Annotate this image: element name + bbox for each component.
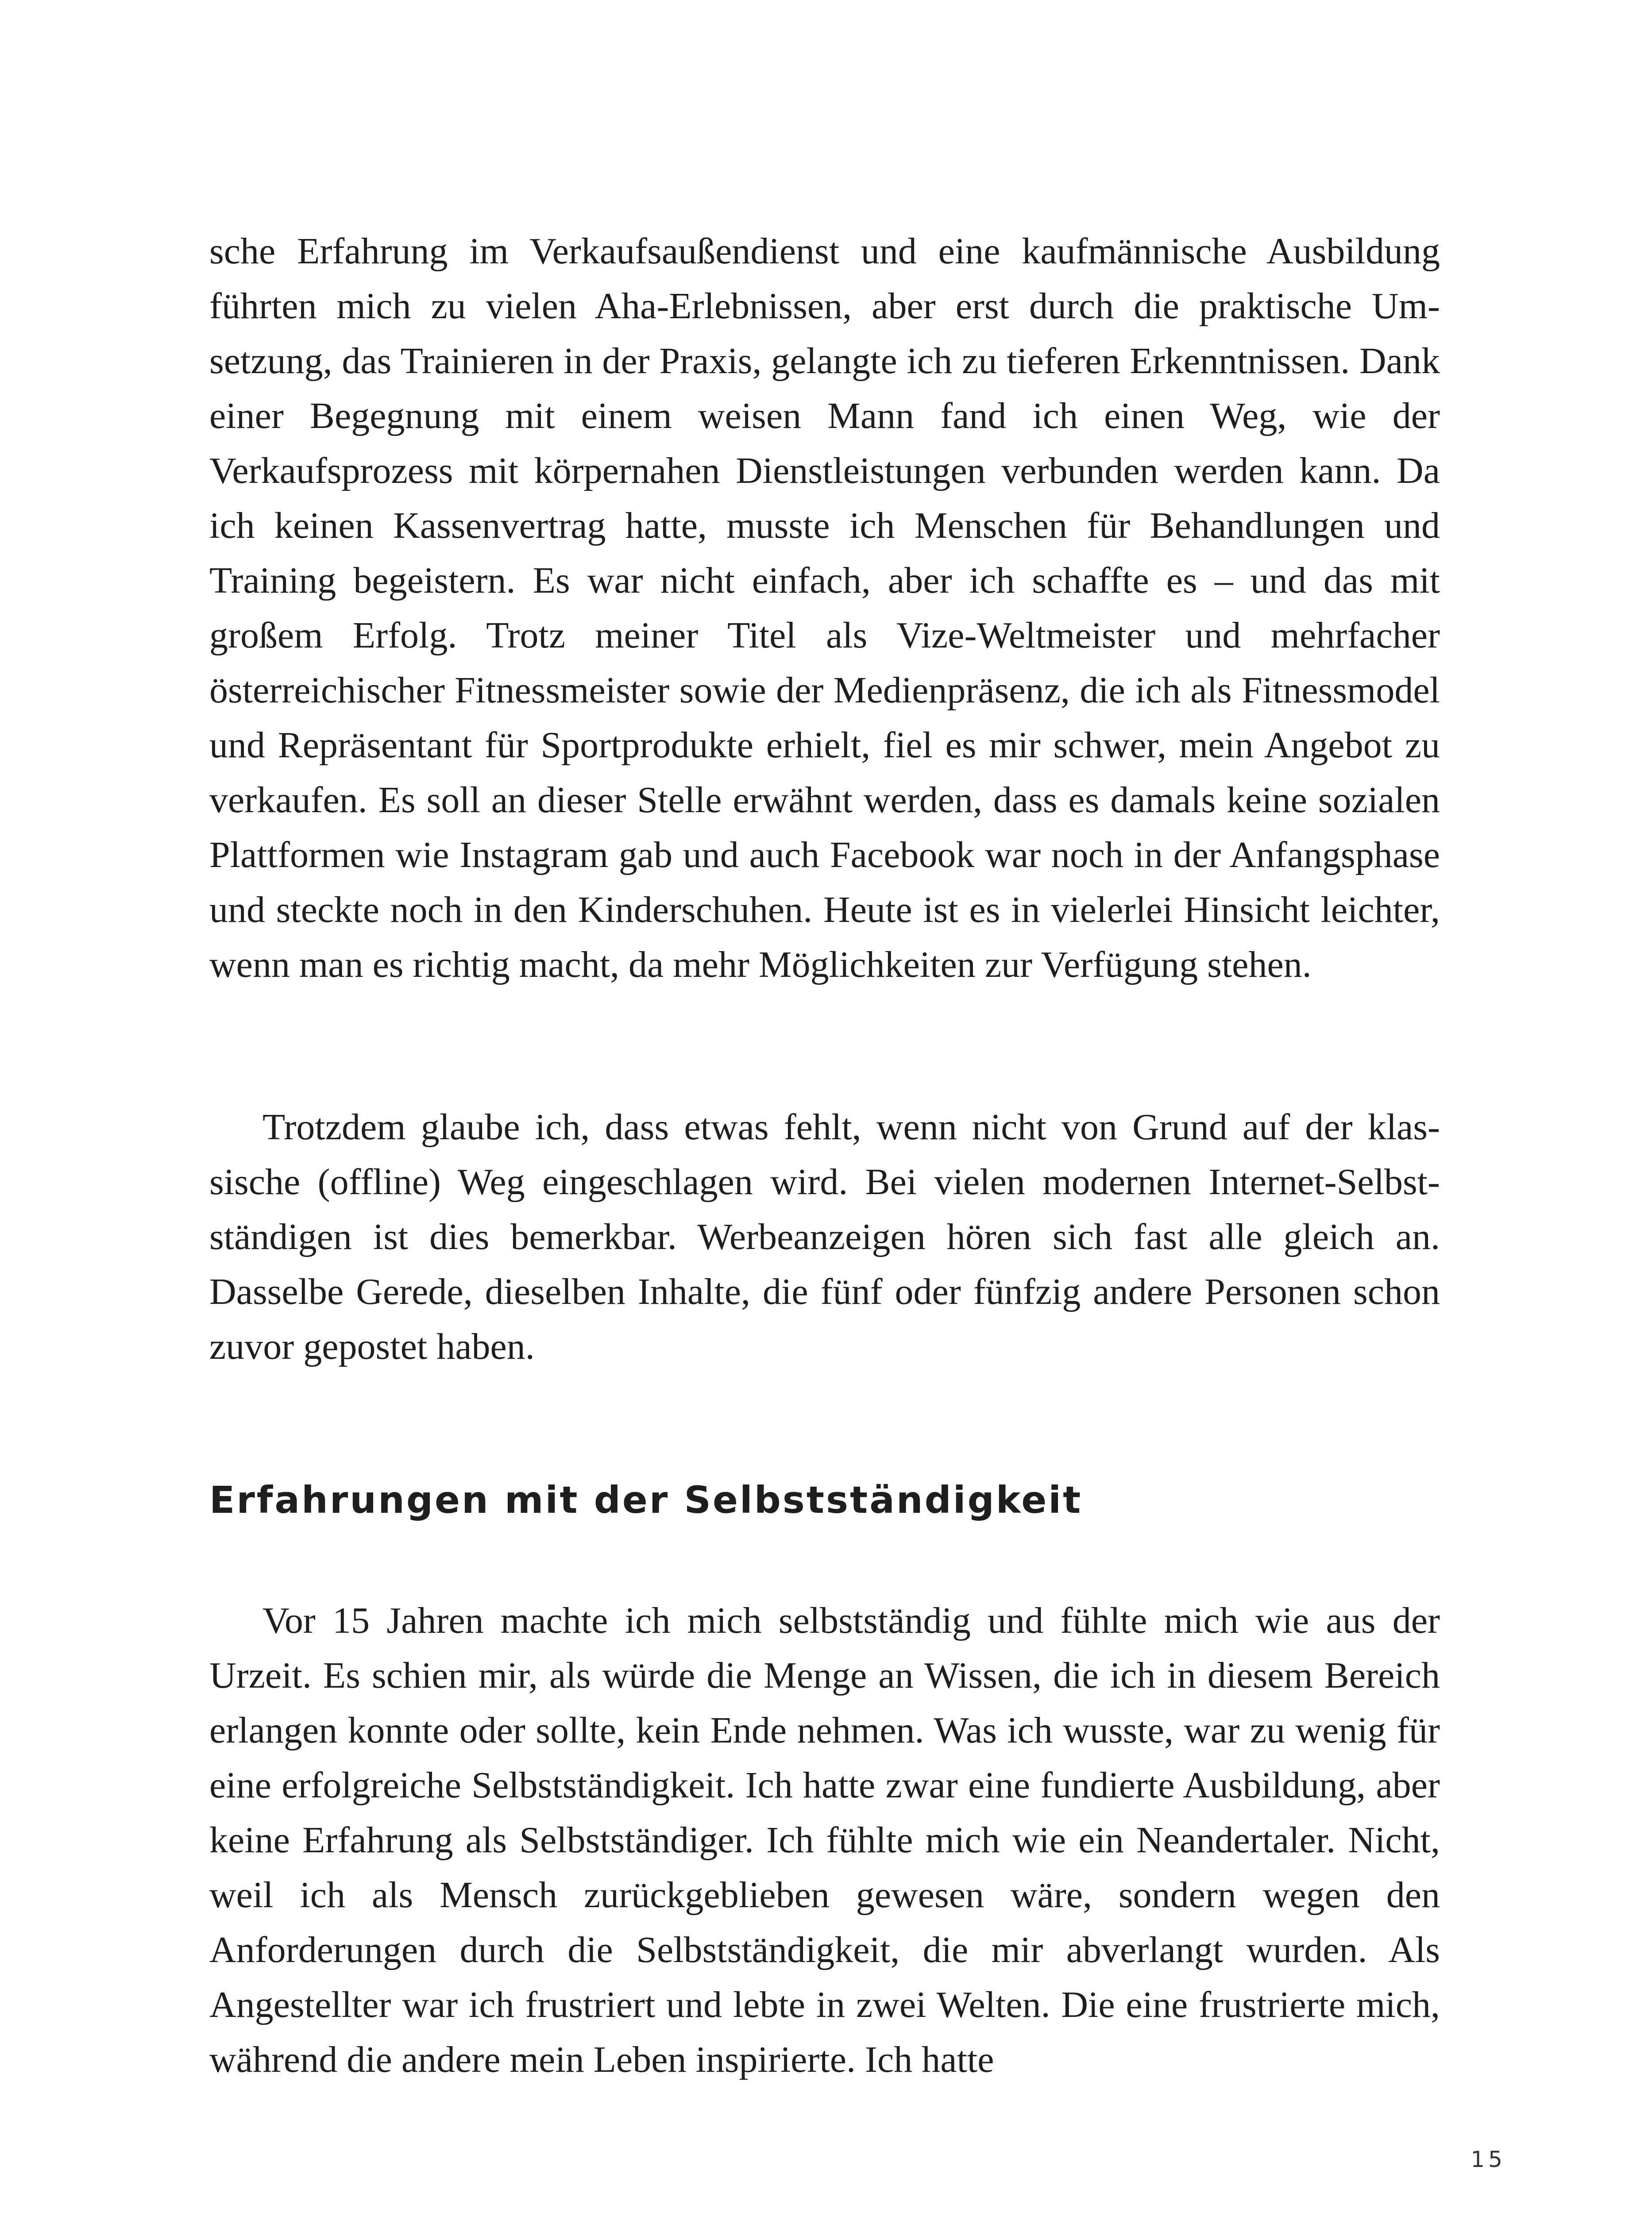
body-paragraph-2: Trotzdem glaube ich, dass etwas fehlt, wenn nicht von Grund auf der klassische (offline) Weg eingeschlagen wird. Bei vielen modernen Internet-Selbstständigen ist dies bemerkbar. Werbeanzeigen hören sich fast alle gleich an. Dasselbe Gerede, dieselben Inhalte, die fünf oder fünfzig andere Personen schon zuvor gepostet haben. [209, 1106, 1440, 1367]
body-paragraph-3: Vor 15 Jahren machte ich mich selbstständig und fühlte mich wie aus der Urzeit. Es schien mir, als würde die Menge an Wissen, die ich in diesem Bereich erlangen konnte oder sollte, kein Ende nehmen. Was ich wusste, war zu wenig für eine erfolgreiche Selbstständigkeit. Ich hatte zwar eine fundierte Ausbildung, aber keine Erfahrung als Selbstständiger. Ich fühlte mich wie ein Neandertaler. Nicht, weil ich als Mensch zurückgeblieben gewesen wäre, sondern wegen den Anforderungen durch die Selbstständigkeit, die mir abverlangt wurden. Als Angestellter war ich frustriert und lebte in zwei Welten. Die eine frustrierte mich, während die andere mein Leben inspirierte. Ich hatte [209, 1600, 1440, 2080]
body-paragraph-1: sche Erfahrung im Verkaufsaußendienst und eine kaufmännische Ausbildung führten mich zu vielen Aha-Erlebnissen, aber erst durch die praktische Umsetzung, das Trainieren in der Praxis, gelangte ich zu tieferen Erkenntnissen. Dank einer Begegnung mit einem weisen Mann fand ich einen Weg, wie der Verkaufsprozess mit körpernahen Dienstleistungen verbunden werden kann. Da ich keinen Kassenvertrag hatte, musste ich Menschen für Behandlungen und Training begeistern. Es war nicht einfach, aber ich schaffte es – und das mit großem Erfolg. Trotz meiner Titel als Vize-Weltmeister und mehrfacher österreichischer Fitnessmeister sowie der Medienpräsenz, die ich als Fitnessmodel und Repräsentant für Sportprodukte erhielt, fiel es mir schwer, mein Angebot zu verkaufen. Es soll an dieser Stelle erwähnt werden, dass es damals keine sozialen Plattformen wie Instagram gab und auch Facebook war noch in der Anfangsphase und steckte noch in den Kinderschuhen. Heute ist es in vielerlei Hinsicht leichter, wenn man es richtig macht, da mehr Möglichkeiten zur Verfügung stehen. [209, 231, 1440, 985]
page-number: 15 [1471, 2147, 1506, 2172]
section-heading: Erfahrungen mit der Selbstständigkeit [209, 1478, 1083, 1522]
